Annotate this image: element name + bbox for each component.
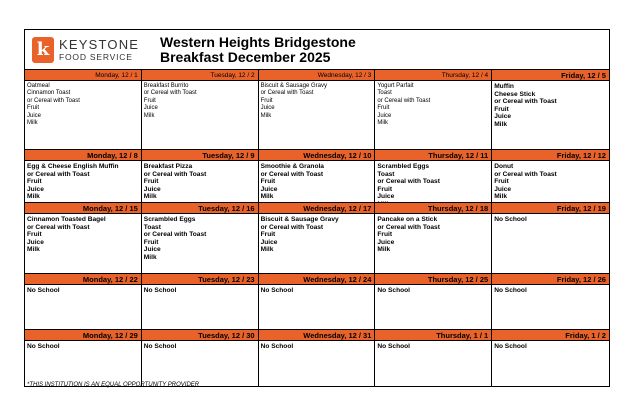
menu-item: Juice xyxy=(377,112,392,119)
day-cell xyxy=(375,274,492,330)
week-row xyxy=(25,150,609,203)
day-menu-items xyxy=(375,285,491,295)
menu-item: Fruit xyxy=(143,97,156,104)
day-date-header: Friday, 12 / 26 xyxy=(492,274,609,285)
menu-item: or Cereal with Toast xyxy=(260,170,324,178)
menu-item: Juice xyxy=(27,238,44,246)
day-menu-items xyxy=(25,81,141,127)
menu-item: Breakfast Burrito xyxy=(143,83,189,89)
day-date-header: Friday, 12 / 19 xyxy=(492,203,609,214)
day-date-header: Thursday, 12 / 25 xyxy=(375,274,491,285)
day-date-header: Wednesday, 12 / 10 xyxy=(259,150,375,161)
menu-item: Fruit xyxy=(377,185,393,193)
day-menu-items xyxy=(259,341,375,351)
menu-header xyxy=(24,29,610,69)
menu-item: Fruit xyxy=(494,105,509,113)
menu-item: Smoothie & Granola xyxy=(260,163,324,170)
keystone-logo xyxy=(32,37,152,63)
menu-item: Milk xyxy=(494,193,508,201)
menu-item: No School xyxy=(27,343,60,350)
day-date-header: Tuesday, 12 / 2 xyxy=(142,70,258,81)
menu-item: Milk xyxy=(27,193,40,201)
menu-item: Cheese Stick xyxy=(494,90,536,98)
menu-titles xyxy=(160,35,356,64)
menu-item: Milk xyxy=(27,246,40,254)
menu-item: Biscuit & Sausage Gravy xyxy=(260,216,339,223)
menu-item: or Cereal with Toast xyxy=(143,90,197,97)
menu-item: Juice xyxy=(494,113,512,121)
menu-item: Milk xyxy=(260,193,274,201)
menu-item: Muffin xyxy=(494,83,514,90)
day-date-header: Thursday, 1 / 1 xyxy=(375,330,491,341)
menu-item: Fruit xyxy=(27,105,39,112)
day-date-header: Thursday, 12 / 11 xyxy=(375,150,491,161)
day-menu-items xyxy=(259,285,375,295)
menu-item: Milk xyxy=(260,246,274,254)
day-date-header: Tuesday, 12 / 9 xyxy=(142,150,258,161)
menu-item: or Cereal with Toast xyxy=(377,178,440,186)
day-cell xyxy=(25,70,142,150)
day-cell xyxy=(492,330,609,386)
day-date-header: Wednesday, 12 / 31 xyxy=(259,330,375,341)
menu-item: Juice xyxy=(27,112,42,119)
menu-item: Biscuit & Sausage Gravy xyxy=(260,83,327,89)
day-menu-items xyxy=(25,214,141,254)
menu-item: No School xyxy=(143,287,177,294)
menu-item: Scrambled Eggs xyxy=(377,163,430,170)
menu-item: Milk xyxy=(143,112,155,119)
menu-item: Fruit xyxy=(27,231,42,239)
logo-text-keystone: KEYSTONE xyxy=(59,36,140,52)
menu-item: Milk xyxy=(494,120,508,128)
day-cell xyxy=(375,330,492,386)
menu-item: Egg & Cheese English Muffin xyxy=(27,163,119,170)
day-cell xyxy=(492,70,609,150)
day-date-header: Monday, 12 / 22 xyxy=(25,274,141,285)
menu-item: or Cereal with Toast xyxy=(143,231,207,239)
day-date-header: Monday, 12 / 8 xyxy=(25,150,141,161)
day-menu-items xyxy=(25,285,141,295)
week-row xyxy=(25,70,609,150)
day-menu-items xyxy=(492,341,609,351)
menu-item: Fruit xyxy=(377,231,393,239)
day-menu-items xyxy=(375,161,491,209)
day-cell xyxy=(259,274,376,330)
menu-item: Milk xyxy=(143,253,157,261)
day-date-header: Wednesday, 12 / 3 xyxy=(259,70,375,81)
day-menu-items xyxy=(259,161,375,201)
day-cell xyxy=(142,274,259,330)
day-cell xyxy=(142,330,259,386)
menu-month-title: Breakfast December 2025 xyxy=(160,48,331,65)
menu-item: Toast xyxy=(377,170,395,178)
menu-item: Juice xyxy=(143,105,158,112)
day-menu-items xyxy=(25,341,141,351)
menu-item: No School xyxy=(377,287,410,294)
day-cell xyxy=(259,330,376,386)
menu-item: or Cereal with Toast xyxy=(27,170,90,178)
day-cell xyxy=(142,70,259,150)
week-row xyxy=(25,330,609,386)
logo-text-food-service: FOOD SERVICE xyxy=(59,51,133,62)
menu-item: Cinnamon Toasted Bagel xyxy=(27,216,106,223)
menu-item: Fruit xyxy=(494,178,509,186)
menu-item: Milk xyxy=(260,112,272,119)
menu-item: No School xyxy=(377,343,410,350)
menu-item: Fruit xyxy=(143,178,159,186)
day-cell xyxy=(259,150,376,203)
menu-item: Juice xyxy=(260,185,278,193)
day-menu-items xyxy=(142,81,258,120)
day-menu-items xyxy=(375,214,491,254)
menu-item: Oatmeal xyxy=(27,83,50,89)
day-cell xyxy=(259,203,376,274)
day-cell xyxy=(492,203,609,274)
menu-item: No School xyxy=(494,287,527,294)
menu-item: or Cereal with Toast xyxy=(377,97,431,104)
menu-item: or Cereal with Toast xyxy=(377,223,440,231)
day-menu-items xyxy=(25,161,141,201)
day-menu-items xyxy=(142,214,258,262)
day-date-header: Thursday, 12 / 4 xyxy=(375,70,491,81)
day-date-header: Friday, 12 / 12 xyxy=(492,150,609,161)
menu-item: Pancake on a Stick xyxy=(377,216,438,223)
day-date-header: Tuesday, 12 / 23 xyxy=(142,274,258,285)
menu-item: No School xyxy=(260,287,294,294)
day-date-header: Wednesday, 12 / 24 xyxy=(259,274,375,285)
day-cell xyxy=(25,203,142,274)
menu-item: Toast xyxy=(143,223,161,231)
day-date-header: Friday, 1 / 2 xyxy=(492,330,609,341)
menu-item: Milk xyxy=(377,246,391,254)
day-cell xyxy=(25,330,142,386)
school-title: Western Heights Bridgestone xyxy=(160,33,356,50)
menu-item: Fruit xyxy=(260,97,273,104)
keystone-k-icon: k xyxy=(32,37,54,63)
day-cell xyxy=(375,70,492,150)
menu-item: No School xyxy=(260,343,294,350)
menu-item: Milk xyxy=(143,193,157,201)
menu-item: Juice xyxy=(143,185,161,193)
week-row xyxy=(25,274,609,330)
menu-item: Breakfast Pizza xyxy=(143,163,193,170)
menu-item: Juice xyxy=(27,185,44,193)
day-menu-items xyxy=(375,81,491,127)
day-cell xyxy=(25,150,142,203)
day-date-header: Monday, 12 / 29 xyxy=(25,330,141,341)
day-date-header: Monday, 12 / 1 xyxy=(25,70,141,81)
day-menu-items xyxy=(375,341,491,351)
menu-item: Scrambled Eggs xyxy=(143,216,196,223)
day-menu-items xyxy=(259,214,375,254)
menu-item: Yogurt Parfait xyxy=(377,83,414,89)
day-cell xyxy=(492,274,609,330)
menu-item: or Cereal with Toast xyxy=(27,97,80,104)
day-cell xyxy=(375,203,492,274)
menu-item: No School xyxy=(494,216,527,223)
menu-item: or Cereal with Toast xyxy=(27,223,90,231)
day-menu-items xyxy=(142,341,258,351)
menu-item: Juice xyxy=(143,246,161,254)
menu-item: Milk xyxy=(27,120,38,127)
day-menu-items xyxy=(142,285,258,295)
menu-item: Fruit xyxy=(260,178,276,186)
menu-item: or Cereal with Toast xyxy=(260,90,314,97)
menu-calendar-grid xyxy=(24,69,610,387)
menu-item: Juice xyxy=(377,193,395,201)
menu-item: Donut xyxy=(494,163,514,170)
day-date-header: Thursday, 12 / 18 xyxy=(375,203,491,214)
day-date-header: Wednesday, 12 / 17 xyxy=(259,203,375,214)
day-menu-items xyxy=(492,285,609,295)
day-menu-items xyxy=(492,81,609,129)
week-row xyxy=(25,203,609,274)
day-menu-items xyxy=(492,161,609,201)
day-cell xyxy=(25,274,142,330)
menu-item: Juice xyxy=(260,105,275,112)
menu-item: Fruit xyxy=(377,105,390,112)
menu-item: or Cereal with Toast xyxy=(143,170,207,178)
day-cell xyxy=(142,203,259,274)
menu-item: Juice xyxy=(260,238,278,246)
menu-item: Fruit xyxy=(27,178,42,186)
menu-item: Juice xyxy=(377,238,395,246)
day-menu-items xyxy=(259,81,375,120)
day-cell xyxy=(259,70,376,150)
menu-item: Milk xyxy=(377,120,389,127)
menu-item: Cinnamon Toast xyxy=(27,90,71,97)
day-date-header: Tuesday, 12 / 30 xyxy=(142,330,258,341)
menu-item: No School xyxy=(494,343,527,350)
menu-item: or Cereal with Toast xyxy=(260,223,324,231)
menu-item: No School xyxy=(27,287,60,294)
menu-item: or Cereal with Toast xyxy=(494,170,557,178)
day-cell xyxy=(375,150,492,203)
menu-item: or Cereal with Toast xyxy=(494,98,557,106)
day-date-header: Monday, 12 / 15 xyxy=(25,203,141,214)
menu-item: Juice xyxy=(494,185,512,193)
menu-item: Fruit xyxy=(143,238,159,246)
menu-item: No School xyxy=(143,343,177,350)
day-menu-items xyxy=(142,161,258,201)
menu-item: Toast xyxy=(377,90,392,97)
equal-opportunity-footer: *THIS INSTITUTION IS AN EQUAL OPPORTUNITY PROVIDER xyxy=(27,382,200,388)
day-menu-items xyxy=(492,214,609,224)
day-cell xyxy=(142,150,259,203)
menu-item: Fruit xyxy=(260,231,276,239)
day-cell xyxy=(492,150,609,203)
day-date-header: Tuesday, 12 / 16 xyxy=(142,203,258,214)
day-date-header: Friday, 12 / 5 xyxy=(492,70,609,81)
